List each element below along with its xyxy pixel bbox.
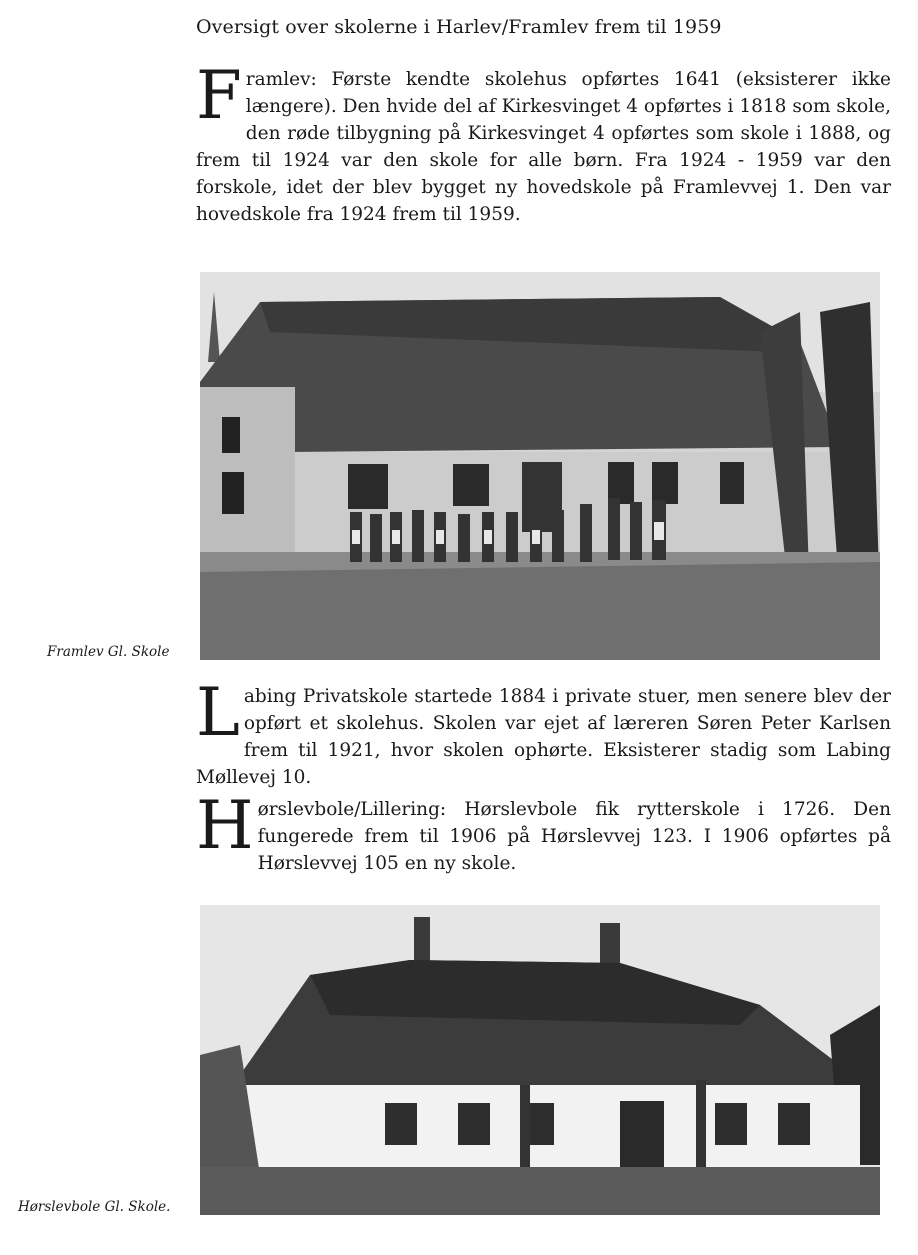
- caption-horslevbole-photo: Hørslevbole Gl. Skole.: [18, 1199, 171, 1215]
- page-heading: Oversigt over skolerne i Harlev/Framlev frem til 1959: [196, 16, 722, 38]
- paragraph-labing: [196, 674, 891, 791]
- caption-framlev-photo: Framlev Gl. Skole: [47, 644, 170, 660]
- paragraph-horslevbole-text: ørslevbole/Lillering: Hørslevbole fik rytterskole i 1726. Den fungerede frem til 1906 på Hørslevvej 123. I 1906 opførtes på Hørslevvej 105 en ny skole.: [257, 799, 891, 874]
- dropcap-horslevbole: H: [196, 787, 254, 864]
- paragraph-horslevbole: [196, 787, 891, 877]
- dropcap-labing: L: [196, 674, 240, 751]
- dropcap-framlev: F: [196, 57, 242, 134]
- paragraph-framlev-text: ramlev: Første kendte skolehus opførtes 1641 (eksisterer ikke længere). Den hvide del af Kirkesvinget 4 opførtes i 1818 som skole, den røde tilbygning på Kirkesvinget 4 opførtes som skole i 1888, og frem til 1924 var den skole for alle børn. Fra 1924 - 1959 var den forskole, idet der blev bygget ny hovedskole på Framlevvej 1. Den var hovedskole fra 1924 frem til 1959.: [196, 69, 891, 225]
- horslevbole-school-photo: [200, 905, 880, 1215]
- paragraph-labing-text: abing Privatskole startede 1884 i private stuer, men senere blev der opført et skolehus. Skolen var ejet af læreren Søren Peter Karlsen frem til 1921, hvor skolen ophørte. Eksisterer stadig som Labing Møllevej 10.: [196, 686, 891, 788]
- paragraph-framlev: [196, 57, 891, 228]
- framlev-school-photo: [200, 272, 880, 660]
